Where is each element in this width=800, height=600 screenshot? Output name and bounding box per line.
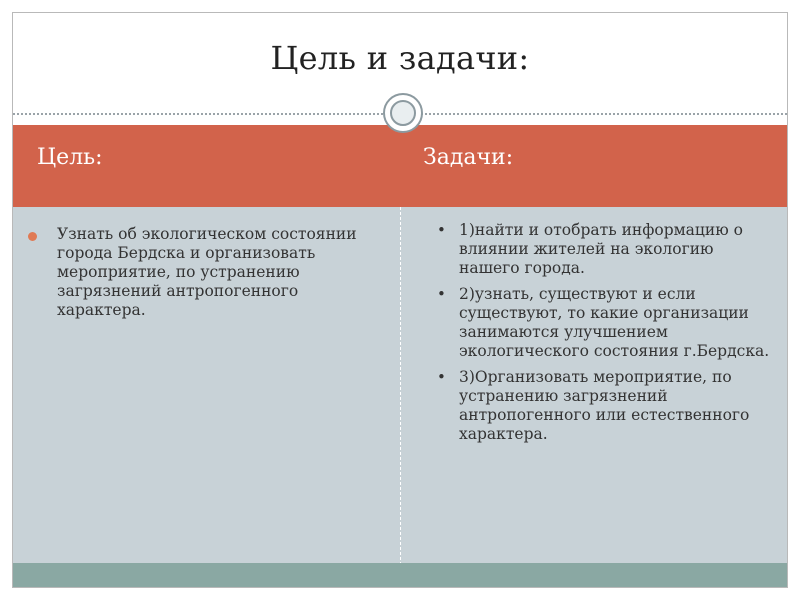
ring-icon: [383, 93, 423, 133]
task-text: 2)узнать, существуют и если существуют, то какие организации занимаются улучшением экологического состояния г.Бердска.: [459, 285, 770, 360]
task-item: [437, 285, 777, 361]
tasks-column: [437, 221, 777, 451]
footer-bar: [13, 563, 787, 587]
circle-bullet-icon: [28, 232, 37, 241]
goal-item: [57, 225, 377, 320]
slide: [12, 12, 788, 588]
column-divider: [400, 207, 401, 565]
dot-bullet-icon: •: [437, 221, 446, 239]
task-text: 3)Организовать мероприятие, по устранению загрязнений антропогенного или естественного характера.: [459, 368, 750, 443]
task-text: 1)найти и отобрать информацию о влиянии жителей на экологию нашего города.: [459, 221, 743, 277]
table-header: [13, 125, 787, 207]
task-item: [437, 221, 777, 278]
goal-column: [57, 225, 377, 327]
slide-title: Цель и задачи:: [270, 39, 530, 77]
header-tasks: Задачи:: [423, 145, 514, 170]
dot-bullet-icon: •: [437, 285, 446, 303]
goal-text: Узнать об экологическом состоянии города Бердска и организовать мероприятие, по устранению загрязнений антропогенного характера.: [57, 225, 357, 319]
task-item: [437, 368, 777, 444]
dot-bullet-icon: •: [437, 368, 446, 386]
header-goal: Цель:: [37, 145, 103, 170]
